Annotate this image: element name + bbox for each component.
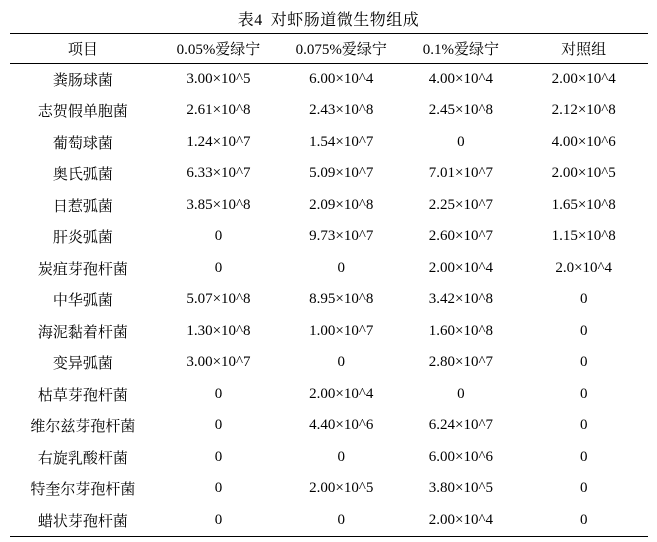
count-value: 1.30×10^8: [186, 322, 251, 339]
column-header-dose-01: 0.1%爱绿宁: [402, 34, 520, 64]
organism-name: 奥氏弧菌: [52, 167, 113, 184]
count-value: 0: [214, 259, 223, 276]
count-value: 0: [214, 417, 223, 434]
count-value: 0: [337, 354, 345, 371]
organism-name: 变异弧菌: [52, 356, 113, 373]
count-value: 0: [579, 354, 588, 371]
column-header-dose-005: 0.05%爱绿宁: [156, 34, 280, 64]
table-row: [10, 379, 648, 411]
count-value: 2.0×10^4: [555, 259, 613, 276]
count-value: 0: [337, 511, 345, 528]
count-value: 0: [579, 385, 588, 402]
count-value: 5.07×10^8: [186, 291, 251, 308]
count-value: 2.60×10^7: [428, 228, 493, 245]
table-row: [10, 64, 648, 96]
count-value: 2.00×10^4: [428, 259, 493, 276]
count-value: 6.33×10^7: [186, 165, 251, 182]
count-value: 0: [579, 417, 588, 434]
count-value: 9.73×10^7: [309, 228, 374, 245]
organism-name: 中华弧菌: [52, 293, 113, 310]
count-value: 0: [214, 228, 223, 245]
table-row: [10, 347, 648, 379]
count-value: 3.00×10^5: [186, 71, 251, 87]
count-value: 1.60×10^8: [428, 322, 493, 339]
count-value: 2.12×10^8: [551, 102, 616, 119]
count-value: 0: [579, 291, 588, 308]
column-header-control: 对照组: [520, 34, 648, 64]
count-value: 2.09×10^8: [309, 196, 374, 213]
count-value: 4.40×10^6: [309, 417, 374, 434]
organism-name: 肝炎弧菌: [52, 230, 113, 247]
count-value: 2.00×10^4: [551, 71, 616, 87]
count-value: 3.00×10^7: [186, 354, 251, 371]
count-value: 1.15×10^8: [551, 228, 616, 245]
count-value: 2.43×10^8: [309, 102, 374, 119]
organism-name: 特奎尔芽孢杆菌: [30, 482, 136, 499]
count-value: 2.00×10^5: [551, 165, 616, 182]
count-value: 4.00×10^6: [551, 133, 616, 150]
count-value: 5.09×10^7: [309, 165, 374, 182]
count-value: 7.01×10^7: [428, 165, 493, 182]
count-value: 3.80×10^5: [428, 480, 493, 497]
count-value: 0: [579, 448, 588, 465]
table-row: [10, 190, 648, 222]
organism-name: 粪肠球菌: [52, 73, 113, 89]
count-value: 0: [579, 511, 588, 528]
table-body: [10, 64, 648, 537]
count-value: 2.45×10^8: [428, 102, 493, 119]
count-value: 0: [214, 385, 223, 402]
table-row: [10, 473, 648, 505]
count-value: 6.00×10^4: [309, 71, 374, 87]
table-caption: [0, 0, 657, 33]
organism-name: 蜡状芽孢杆菌: [37, 513, 128, 530]
count-value: 6.00×10^6: [428, 448, 493, 465]
count-value: 2.00×10^4: [428, 511, 493, 528]
count-value: 1.24×10^7: [186, 133, 251, 150]
count-value: 4.00×10^4: [428, 71, 493, 87]
count-value: 1.00×10^7: [309, 322, 374, 339]
count-value: 3.85×10^8: [186, 196, 251, 213]
table-row: [10, 442, 648, 474]
microbe-composition-table: [10, 33, 648, 537]
count-value: 2.00×10^5: [309, 480, 374, 497]
organism-name: 海泥黏着杆菌: [37, 324, 128, 341]
count-value: 0: [337, 259, 345, 276]
organism-name: 枯草芽孢杆菌: [37, 387, 128, 404]
table-row: [10, 158, 648, 190]
count-value: 0: [214, 511, 223, 528]
count-value: 1.65×10^8: [551, 196, 616, 213]
organism-name: 志贺假单胞菌: [37, 104, 128, 121]
organism-name: 右旋乳酸杆菌: [37, 450, 128, 467]
table-row: [10, 221, 648, 253]
count-value: 0: [214, 480, 223, 497]
count-value: 2.25×10^7: [428, 196, 493, 213]
table-caption-title: 对虾肠道微生物组成: [270, 12, 420, 29]
table-row: [10, 253, 648, 285]
count-value: 8.95×10^8: [309, 291, 374, 308]
count-value: 6.24×10^7: [428, 417, 493, 434]
count-value: 1.54×10^7: [309, 133, 374, 150]
count-value: 0: [579, 322, 588, 339]
column-header-item: 项目: [10, 34, 157, 64]
table-header-row: [10, 34, 648, 64]
organism-name: 炭疽芽孢杆菌: [37, 261, 128, 278]
table-row: [10, 95, 648, 127]
column-header-dose-0075: 0.075%爱绿宁: [281, 34, 402, 64]
count-value: 0: [457, 133, 465, 150]
table-row: [10, 505, 648, 537]
table-row: [10, 127, 648, 159]
count-value: 2.80×10^7: [428, 354, 493, 371]
count-value: 0: [214, 448, 223, 465]
table-caption-number: 表4: [237, 12, 263, 29]
count-value: 0: [337, 448, 345, 465]
count-value: 0: [579, 480, 588, 497]
count-value: 0: [457, 385, 465, 402]
organism-name: 维尔兹芽孢杆菌: [30, 419, 136, 436]
count-value: 2.00×10^4: [309, 385, 374, 402]
table-row: [10, 284, 648, 316]
count-value: 2.61×10^8: [186, 102, 251, 119]
table-row: [10, 316, 648, 348]
table-row: [10, 410, 648, 442]
count-value: 3.42×10^8: [428, 291, 493, 308]
organism-name: 日惹弧菌: [52, 198, 113, 215]
organism-name: 葡萄球菌: [52, 135, 113, 152]
